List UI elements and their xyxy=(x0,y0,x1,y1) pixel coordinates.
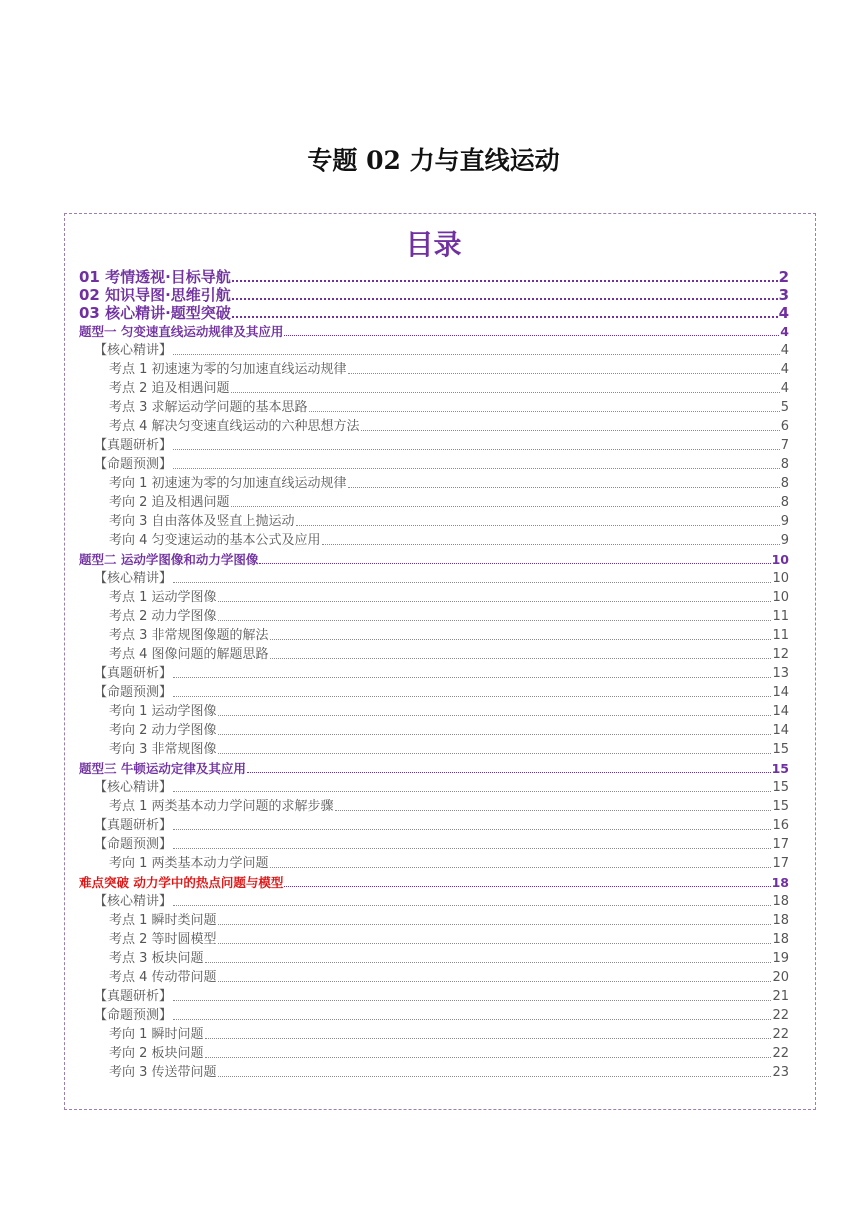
toc-leader-dots xyxy=(296,524,780,526)
toc-entry-page: 4 xyxy=(780,362,789,377)
toc-entry-title: 考点 1 初速速为零的匀加速直线运动规律 xyxy=(109,362,347,377)
toc-entry[interactable] xyxy=(79,512,789,531)
toc-entry-title: 考点 2 追及相遇问题 xyxy=(109,381,230,396)
toc-entry[interactable] xyxy=(79,360,789,379)
toc-entry-page: 18 xyxy=(772,913,789,928)
toc-entry-page: 8 xyxy=(780,476,789,491)
toc-leader-dots xyxy=(270,638,772,640)
toc-leader-dots xyxy=(284,885,770,887)
toc-entry-page: 9 xyxy=(780,533,789,548)
toc-entry[interactable] xyxy=(79,304,789,322)
toc-leader-dots xyxy=(173,467,780,469)
toc-entry[interactable] xyxy=(79,721,789,740)
toc-leader-dots xyxy=(322,543,780,545)
toc-leader-dots xyxy=(348,486,780,488)
toc-leader-dots xyxy=(231,391,780,393)
toc-entry[interactable] xyxy=(79,1044,789,1063)
toc-entry[interactable] xyxy=(79,626,789,645)
toc-entry-page: 15 xyxy=(772,780,789,795)
toc-entry[interactable] xyxy=(79,797,789,816)
toc-entry[interactable] xyxy=(79,531,789,550)
toc-leader-dots xyxy=(205,961,772,963)
toc-entry-page: 15 xyxy=(772,742,789,757)
toc-entry-title: 考向 1 初速速为零的匀加速直线运动规律 xyxy=(109,476,347,491)
toc-leader-dots xyxy=(348,372,780,374)
toc-leader-dots xyxy=(231,505,780,507)
toc-entry-page: 2 xyxy=(778,268,789,286)
toc-entry-page: 19 xyxy=(772,951,789,966)
toc-entry-page: 17 xyxy=(772,856,789,871)
toc-leader-dots xyxy=(218,980,772,982)
toc-entry-title: 考点 1 瞬时类问题 xyxy=(109,913,217,928)
toc-entry[interactable] xyxy=(79,664,789,683)
toc-entry-page: 18 xyxy=(771,875,789,890)
toc-entry-title: 【命题预测】 xyxy=(94,837,173,852)
toc-entry[interactable] xyxy=(79,474,789,493)
toc-leader-dots xyxy=(173,1018,771,1020)
toc-leader-dots xyxy=(218,600,772,602)
toc-entry[interactable] xyxy=(79,286,789,304)
toc-entry-title: 【命题预测】 xyxy=(94,685,173,700)
toc-entry-page: 17 xyxy=(772,837,789,852)
toc-entry[interactable] xyxy=(79,569,789,588)
toc-entry[interactable] xyxy=(79,455,789,474)
toc-entry-title: 考向 2 动力学图像 xyxy=(109,723,217,738)
toc-entry[interactable] xyxy=(79,379,789,398)
toc-entry-title: 【真题研析】 xyxy=(94,818,173,833)
toc-heading: 目录 xyxy=(405,228,462,261)
toc-entry[interactable] xyxy=(79,816,789,835)
toc-leader-dots xyxy=(218,733,772,735)
toc-entry-title: 考向 4 匀变速运动的基本公式及应用 xyxy=(109,533,321,548)
toc-entry-title: 【真题研析】 xyxy=(94,989,173,1004)
toc-entry-title: 考点 4 图像问题的解题思路 xyxy=(109,647,269,662)
toc-leader-dots xyxy=(173,790,771,792)
toc-entry[interactable] xyxy=(79,968,789,987)
toc-entry[interactable] xyxy=(79,1025,789,1044)
toc-entry[interactable] xyxy=(79,341,789,360)
toc-entry-page: 22 xyxy=(772,1027,789,1042)
toc-leader-dots xyxy=(173,448,780,450)
toc-leader-dots xyxy=(218,752,772,754)
document-title: 专题 02 力与直线运动 xyxy=(307,146,560,175)
toc-entry[interactable] xyxy=(79,607,789,626)
toc-entry-page: 10 xyxy=(772,590,789,605)
toc-entry-title: 【核心精讲】 xyxy=(94,571,173,586)
toc-entry-title: 考向 3 非常规图像 xyxy=(109,742,217,757)
toc-leader-dots xyxy=(232,279,778,282)
toc-entry-page: 10 xyxy=(772,571,789,586)
toc-leader-dots xyxy=(218,1075,772,1077)
toc-entry[interactable] xyxy=(79,550,789,569)
toc-entry[interactable] xyxy=(79,835,789,854)
toc-entry[interactable] xyxy=(79,268,789,286)
toc-entry-page: 14 xyxy=(772,704,789,719)
toc-entry-page: 7 xyxy=(780,438,789,453)
toc-entry[interactable] xyxy=(79,645,789,664)
toc-entry[interactable] xyxy=(79,778,789,797)
toc-entry[interactable] xyxy=(79,949,789,968)
toc-entry-page: 18 xyxy=(772,894,789,909)
toc-entry[interactable] xyxy=(79,759,789,778)
toc-entry-page: 14 xyxy=(772,685,789,700)
toc-leader-dots xyxy=(173,904,771,906)
toc-entry[interactable] xyxy=(79,702,789,721)
toc-entry[interactable] xyxy=(79,398,789,417)
toc-entry[interactable] xyxy=(79,873,789,892)
toc-entry-page: 10 xyxy=(771,552,789,567)
toc-leader-dots xyxy=(173,581,771,583)
toc-leader-dots xyxy=(247,771,771,773)
toc-leader-dots xyxy=(173,999,771,1001)
toc-leader-dots xyxy=(173,353,780,355)
toc-entry-title: 考点 4 解决匀变速直线运动的六种思想方法 xyxy=(109,419,360,434)
toc-entry[interactable] xyxy=(79,892,789,911)
toc-leader-dots xyxy=(284,334,779,336)
toc-entry-title: 02 知识导图·思维引航 xyxy=(79,286,231,304)
toc-entry-page: 4 xyxy=(780,324,789,339)
toc-entry-page: 14 xyxy=(772,723,789,738)
toc-leader-dots xyxy=(270,866,772,868)
toc-entry-title: 考点 4 传动带问题 xyxy=(109,970,217,985)
toc-entry-title: 考点 3 非常规图像题的解法 xyxy=(109,628,269,643)
toc-leader-dots xyxy=(232,315,778,318)
toc-entry-page: 18 xyxy=(772,932,789,947)
toc-entry-page: 15 xyxy=(771,761,789,776)
toc-entry-title: 考点 2 等时圆模型 xyxy=(109,932,217,947)
toc-entry-page: 21 xyxy=(772,989,789,1004)
toc-entry-title: 考向 2 板块问题 xyxy=(109,1046,204,1061)
toc-entry-title: 【核心精讲】 xyxy=(94,780,173,795)
toc-entry[interactable] xyxy=(79,493,789,512)
toc-entry-page: 4 xyxy=(780,381,789,396)
toc-entry-page: 15 xyxy=(772,799,789,814)
toc-entry[interactable] xyxy=(79,588,789,607)
toc-entry[interactable] xyxy=(79,740,789,759)
toc-entry-page: 13 xyxy=(772,666,789,681)
toc-entry-page: 6 xyxy=(780,419,789,434)
toc-entry-page: 11 xyxy=(772,609,789,624)
toc-entry-page: 22 xyxy=(772,1046,789,1061)
toc-entry-title: 03 核心精讲·题型突破 xyxy=(79,304,231,322)
toc-entry-title: 考点 1 两类基本动力学问题的求解步骤 xyxy=(109,799,334,814)
toc-leader-dots xyxy=(218,942,772,944)
toc-entry-page: 11 xyxy=(772,628,789,643)
toc-entry-page: 16 xyxy=(772,818,789,833)
toc-entry-title: 【命题预测】 xyxy=(94,1008,173,1023)
toc-leader-dots xyxy=(173,695,771,697)
toc-leader-dots xyxy=(270,657,772,659)
toc-entry-page: 12 xyxy=(772,647,789,662)
toc-entry[interactable] xyxy=(79,854,789,873)
toc-leader-dots xyxy=(361,429,780,431)
toc-leader-dots xyxy=(309,410,780,412)
toc-entry-title: 【核心精讲】 xyxy=(94,343,173,358)
toc-entry[interactable] xyxy=(79,1006,789,1025)
toc-leader-dots xyxy=(205,1056,772,1058)
toc-leader-dots xyxy=(218,619,772,621)
toc-entry-page: 20 xyxy=(772,970,789,985)
toc-leader-dots xyxy=(232,297,778,300)
toc-entry-title: 考点 3 板块问题 xyxy=(109,951,204,966)
toc-entry-title: 考点 2 动力学图像 xyxy=(109,609,217,624)
toc-entry-title: 难点突破 动力学中的热点问题与模型 xyxy=(79,875,284,890)
toc-entry-title: 题型二 运动学图像和动力学图像 xyxy=(79,552,259,567)
toc-entry[interactable] xyxy=(79,911,789,930)
toc-entry-title: 考点 1 运动学图像 xyxy=(109,590,217,605)
toc-entry[interactable] xyxy=(79,322,789,341)
toc-entry-title: 【真题研析】 xyxy=(94,438,173,453)
toc-leader-dots xyxy=(173,676,771,678)
toc-leader-dots xyxy=(218,714,772,716)
toc-list xyxy=(79,268,789,1082)
toc-entry-title: 考点 3 求解运动学问题的基本思路 xyxy=(109,400,308,415)
toc-entry-page: 8 xyxy=(780,457,789,472)
toc-leader-dots xyxy=(173,847,771,849)
toc-entry-page: 22 xyxy=(772,1008,789,1023)
toc-entry[interactable] xyxy=(79,436,789,455)
toc-entry-page: 9 xyxy=(780,514,789,529)
toc-entry-title: 考向 3 传送带问题 xyxy=(109,1065,217,1080)
toc-entry-page: 8 xyxy=(780,495,789,510)
toc-entry[interactable] xyxy=(79,987,789,1006)
toc-leader-dots xyxy=(335,809,772,811)
toc-leader-dots xyxy=(218,923,772,925)
toc-entry-title: 【真题研析】 xyxy=(94,666,173,681)
toc-entry-page: 4 xyxy=(780,343,789,358)
toc-entry-title: 考向 1 运动学图像 xyxy=(109,704,217,719)
toc-entry-page: 5 xyxy=(780,400,789,415)
toc-entry-title: 考向 1 两类基本动力学问题 xyxy=(109,856,269,871)
toc-entry-page: 23 xyxy=(772,1065,789,1080)
toc-entry-title: 考向 2 追及相遇问题 xyxy=(109,495,230,510)
toc-entry-page: 4 xyxy=(778,304,789,322)
toc-entry-title: 题型一 匀变速直线运动规律及其应用 xyxy=(79,324,284,339)
toc-leader-dots xyxy=(259,562,770,564)
toc-leader-dots xyxy=(173,828,771,830)
toc-entry[interactable] xyxy=(79,683,789,702)
toc-entry[interactable] xyxy=(79,1063,789,1082)
toc-entry[interactable] xyxy=(79,930,789,949)
toc-entry-title: 题型三 牛顿运动定律及其应用 xyxy=(79,761,246,776)
toc-entry[interactable] xyxy=(79,417,789,436)
toc-entry-title: 01 考情透视·目标导航 xyxy=(79,268,231,286)
toc-entry-title: 考向 3 自由落体及竖直上抛运动 xyxy=(109,514,295,529)
toc-leader-dots xyxy=(205,1037,772,1039)
toc-entry-page: 3 xyxy=(778,286,789,304)
toc-entry-title: 考向 1 瞬时问题 xyxy=(109,1027,204,1042)
toc-entry-title: 【命题预测】 xyxy=(94,457,173,472)
toc-entry-title: 【核心精讲】 xyxy=(94,894,173,909)
